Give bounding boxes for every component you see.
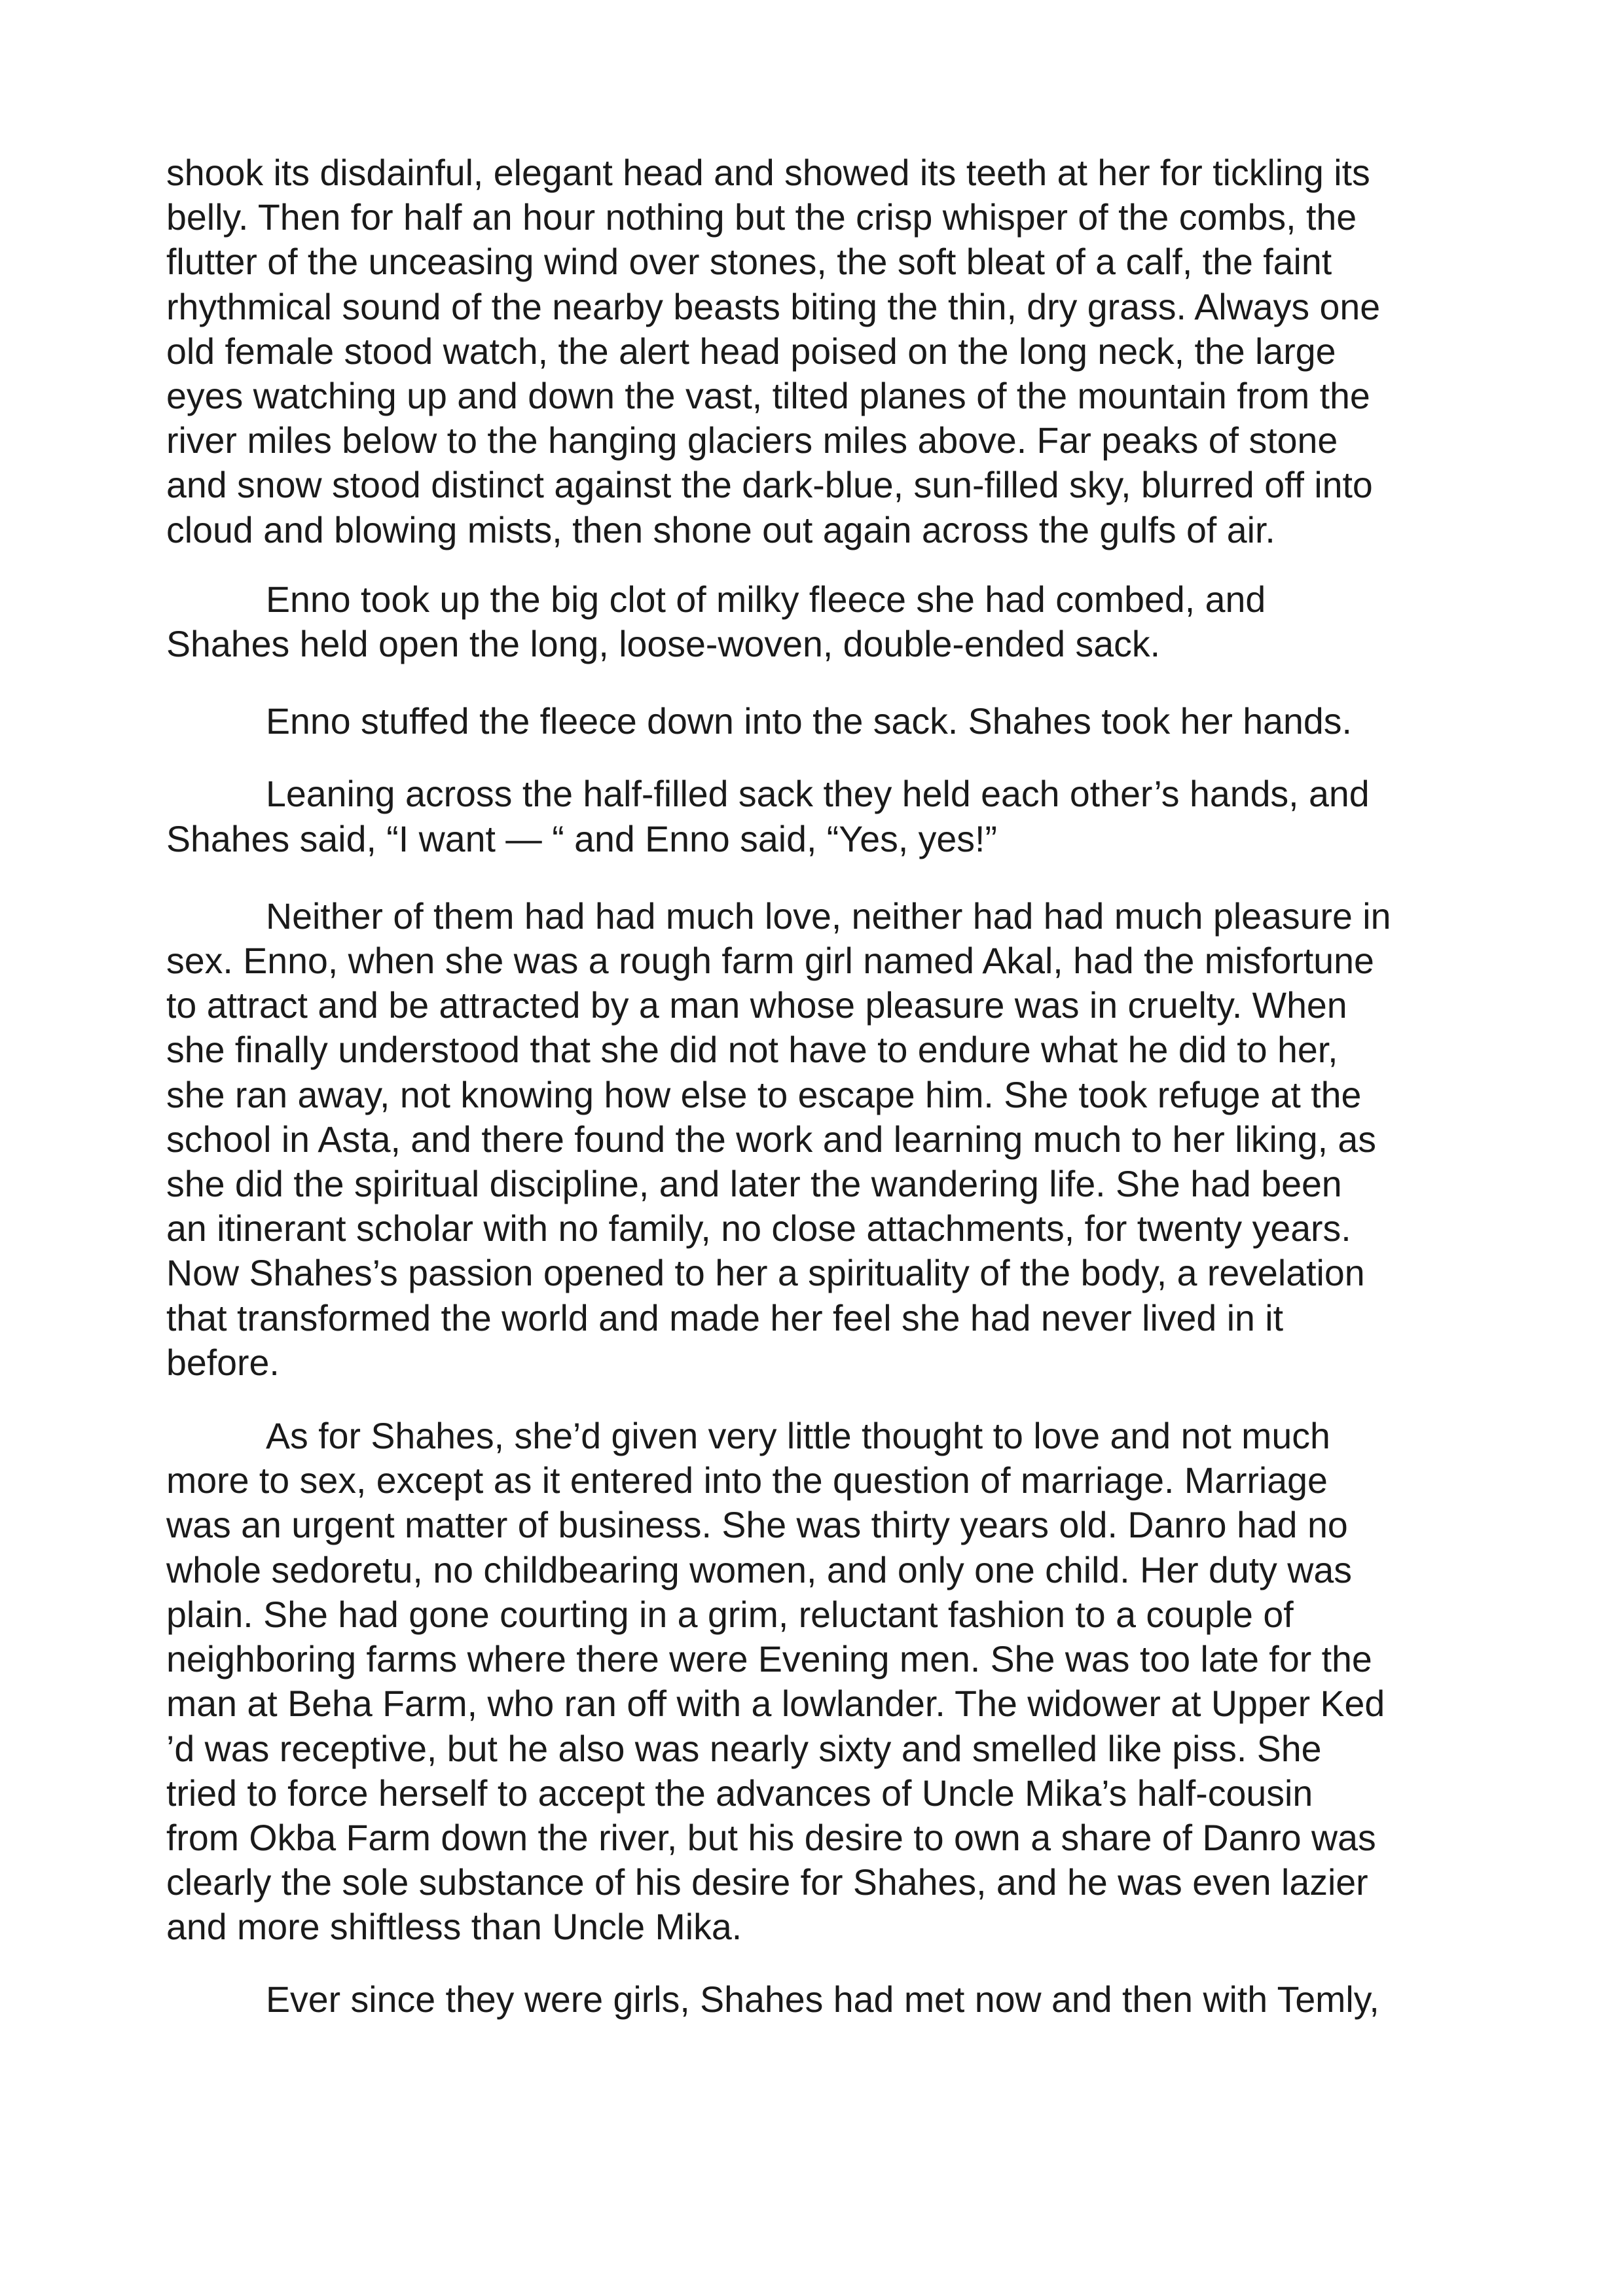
text-line: before. [166,1342,280,1383]
text-line: shook its disdainful, elegant head and showed its teeth at her for tickling its [166,152,1370,193]
text-line: Shahes said, “I want — “ and Enno said, “Yes, yes!” [166,818,997,859]
text-line: old female stood watch, the alert head poised on the long neck, the large [166,331,1336,372]
paragraph-6 [166,1414,1472,1949]
text-line: and more shiftless than Uncle Mika. [166,1907,742,1948]
text-line: from Okba Farm down the river, but his desire to own a share of Danro was [166,1817,1376,1858]
text-line: Leaning across the half-filled sack they held each other’s hands, and [266,774,1370,815]
text-line: sex. Enno, when she was a rough farm girl named Akal, had the misfortune [166,941,1374,982]
text-line: Enno stuffed the fleece down into the sack. Shahes took her hands. [266,701,1352,742]
text-line: whole sedoretu, no childbearing women, and only one child. Her duty was [166,1549,1352,1590]
paragraph-2 [166,577,1472,666]
text-line: she ran away, not knowing how else to escape him. She took refuge at the [166,1074,1362,1115]
text-line: cloud and blowing mists, then shone out again across the gulfs of air. [166,509,1275,550]
text-line: was an urgent matter of business. She was thirty years old. Danro had no [166,1505,1348,1546]
text-line: As for Shahes, she’d given very little thought to love and not much [266,1416,1330,1457]
text-line: that transformed the world and made her feel she had never lived in it [166,1297,1284,1338]
text-line: and snow stood distinct against the dark-blue, sun-filled sky, blurred off into [166,465,1373,506]
paragraph-5 [166,894,1472,1385]
text-line: ’d was receptive, but he also was nearly sixty and smelled like piss. She [166,1728,1322,1769]
paragraph-4 [166,772,1472,861]
text-line: flutter of the unceasing wind over stones, the soft bleat of a calf, the faint [166,242,1332,283]
text-line: she finally understood that she did not have to endure what he did to her, [166,1030,1338,1071]
text-line: clearly the sole substance of his desire for Shahes, and he was even lazier [166,1862,1368,1903]
text-line: more to sex, except as it entered into the question of marriage. Marriage [166,1460,1328,1501]
text-line: Now Shahes’s passion opened to her a spirituality of the body, a revelation [166,1253,1365,1294]
text-line: Ever since they were girls, Shahes had met now and then with Temly, [266,1979,1379,2020]
text-line: rhythmical sound of the nearby beasts biting the thin, dry grass. Always one [166,286,1381,327]
body-text [166,151,1472,2022]
text-line: eyes watching up and down the vast, tilted planes of the mountain from the [166,376,1370,417]
text-line: to attract and be attracted by a man whose pleasure was in cruelty. When [166,985,1347,1026]
text-line: belly. Then for half an hour nothing but the crisp whisper of the combs, the [166,197,1357,238]
text-line: Enno took up the big clot of milky fleece she had combed, and [266,579,1266,620]
text-line: school in Asta, and there found the work and learning much to her liking, as [166,1119,1377,1160]
text-line: tried to force herself to accept the advances of Uncle Mika’s half-cousin [166,1772,1313,1814]
paragraph-7 [166,1977,1472,2022]
text-line: an itinerant scholar with no family, no close attachments, for twenty years. [166,1208,1351,1249]
text-line: neighboring farms where there were Evening men. She was too late for the [166,1639,1372,1680]
text-line: river miles below to the hanging glaciers miles above. Far peaks of stone [166,420,1338,461]
text-line: Neither of them had had much love, neither had had much pleasure in [266,895,1391,937]
text-line: plain. She had gone courting in a grim, reluctant fashion to a couple of [166,1594,1294,1635]
text-line: man at Beha Farm, who ran off with a lowlander. The widower at Upper Ked [166,1683,1385,1725]
text-line: Shahes held open the long, loose-woven, double-ended sack. [166,624,1161,665]
paragraph-3 [166,699,1472,744]
text-line: she did the spiritual discipline, and later the wandering life. She had been [166,1164,1342,1205]
paragraph-1 [166,151,1472,552]
